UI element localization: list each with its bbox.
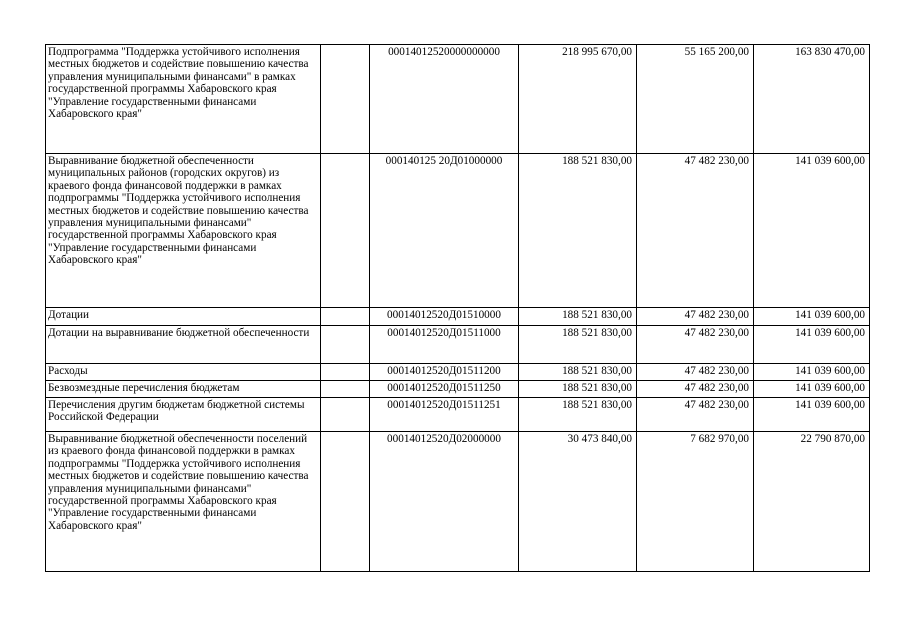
row-name-cell: Дотации на выравнивание бюджетной обеспеченности [46, 326, 321, 364]
row-value-2-cell: 47 482 230,00 [637, 326, 754, 364]
row-name-cell: Расходы [46, 364, 321, 381]
row-blank-cell [321, 381, 370, 398]
budget-table-body [46, 45, 870, 572]
row-value-1-cell: 188 521 830,00 [519, 381, 637, 398]
row-code-cell: 00014012520Д01511000 [370, 326, 519, 364]
row-value-3-cell: 141 039 600,00 [754, 381, 870, 398]
row-name-cell: Перечисления другим бюджетам бюджетной системы Российской Федерации [46, 398, 321, 432]
row-blank-cell [321, 308, 370, 326]
row-code-cell: 00014012520Д01510000 [370, 308, 519, 326]
row-value-1-cell: 188 521 830,00 [519, 364, 637, 381]
row-value-2-cell: 47 482 230,00 [637, 308, 754, 326]
table-row [46, 308, 870, 326]
row-value-3-cell: 141 039 600,00 [754, 398, 870, 432]
row-code-cell: 00014012520Д01511200 [370, 364, 519, 381]
row-code-cell: 00014012520Д01511250 [370, 381, 519, 398]
row-value-1-cell: 188 521 830,00 [519, 308, 637, 326]
row-name-cell: Подпрограмма "Поддержка устойчивого исполнения местных бюджетов и содействие повышению качества управления муниципальными финансами" в рамках государственной программы Хабаровского края "Управление государственными финансами Хабаровского края" [46, 45, 321, 154]
table-row [46, 326, 870, 364]
row-code-cell: 00014012520000000000 [370, 45, 519, 154]
row-value-3-cell: 141 039 600,00 [754, 308, 870, 326]
row-code-cell: 000140125 20Д01000000 [370, 154, 519, 308]
row-blank-cell [321, 398, 370, 432]
row-value-1-cell: 218 995 670,00 [519, 45, 637, 154]
row-value-1-cell: 188 521 830,00 [519, 326, 637, 364]
row-blank-cell [321, 364, 370, 381]
row-name-cell: Безвозмездные перечисления бюджетам [46, 381, 321, 398]
row-value-2-cell: 7 682 970,00 [637, 432, 754, 572]
row-value-3-cell: 163 830 470,00 [754, 45, 870, 154]
row-name-cell: Выравнивание бюджетной обеспеченности муниципальных районов (городских округов) из краевого фонда финансовой поддержки в рамках подпрограммы "Поддержка устойчивого исполнения местных бюджетов и содействие повышению качества управления муниципальными финансами" государственной программы Хабаровского края "Управление государственными финансами Хабаровского края" [46, 154, 321, 308]
table-row [46, 154, 870, 308]
table-row [46, 432, 870, 572]
row-name-cell: Дотации [46, 308, 321, 326]
row-blank-cell [321, 45, 370, 154]
row-value-2-cell: 47 482 230,00 [637, 398, 754, 432]
row-name-cell: Выравнивание бюджетной обеспеченности поселений из краевого фонда финансовой поддержки в рамках подпрограммы "Поддержка устойчивого исполнения местных бюджетов и содействие повышению качества управления муниципальными финансами" государственной программы Хабаровского края "Управление государственными финансами Хабаровского края" [46, 432, 321, 572]
row-value-2-cell: 47 482 230,00 [637, 154, 754, 308]
row-blank-cell [321, 326, 370, 364]
row-blank-cell [321, 432, 370, 572]
row-value-1-cell: 188 521 830,00 [519, 154, 637, 308]
row-value-3-cell: 141 039 600,00 [754, 326, 870, 364]
row-code-cell: 00014012520Д01511251 [370, 398, 519, 432]
table-row [46, 381, 870, 398]
row-value-3-cell: 22 790 870,00 [754, 432, 870, 572]
row-value-1-cell: 188 521 830,00 [519, 398, 637, 432]
table-row [46, 45, 870, 154]
row-value-2-cell: 47 482 230,00 [637, 364, 754, 381]
row-value-3-cell: 141 039 600,00 [754, 154, 870, 308]
budget-table [45, 44, 870, 572]
row-value-2-cell: 47 482 230,00 [637, 381, 754, 398]
row-value-3-cell: 141 039 600,00 [754, 364, 870, 381]
table-row [46, 398, 870, 432]
row-value-1-cell: 30 473 840,00 [519, 432, 637, 572]
row-code-cell: 00014012520Д02000000 [370, 432, 519, 572]
table-row [46, 364, 870, 381]
row-blank-cell [321, 154, 370, 308]
row-value-2-cell: 55 165 200,00 [637, 45, 754, 154]
